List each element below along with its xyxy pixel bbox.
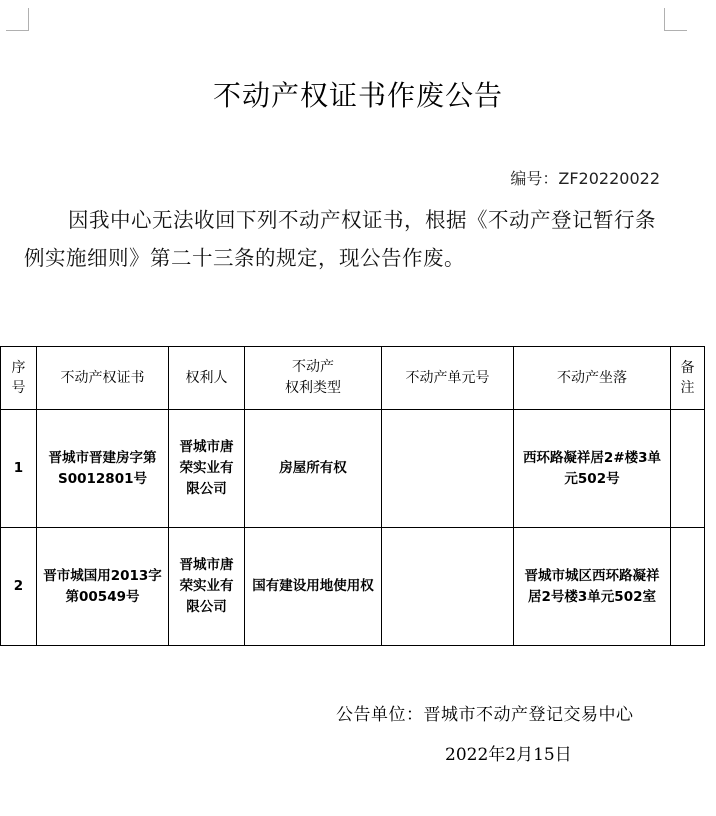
cell-seq: 2 [1, 528, 37, 646]
cell-seq: 1 [1, 410, 37, 528]
header-remark: 备 注 [671, 347, 705, 410]
page-title: 不动产权证书作废公告 [212, 79, 503, 112]
header-holder: 权利人 [169, 347, 245, 410]
header-cert: 不动产权证书 [37, 347, 169, 410]
cell-location: 西环路凝祥居2#楼3单元502号 [514, 410, 671, 528]
cell-right-type: 房屋所有权 [245, 410, 382, 528]
notice-body: 因我中心无法收回下列不动产权证书，根据《不动产登记暂行条例实施细则》第二十三条的规定，现公告作废。 [24, 208, 656, 270]
table-row [1, 528, 705, 646]
margin-corner-mark [664, 8, 687, 31]
header-seq: 序 号 [1, 347, 37, 410]
void-certificate-table [0, 346, 705, 646]
cell-cert: 晋市城国用2013字第00549号 [37, 528, 169, 646]
cell-right-type: 国有建设用地使用权 [245, 528, 382, 646]
cell-remark [671, 528, 705, 646]
table-row [1, 410, 705, 528]
issue-date: 2022年2月15日 [445, 745, 572, 765]
cell-remark [671, 410, 705, 528]
table-header-row [1, 347, 705, 410]
issuing-unit: 公告单位：晋城市不动产登记交易中心 [336, 705, 634, 725]
cell-location: 晋城市城区西环路凝祥居2号楼3单元502室 [514, 528, 671, 646]
header-right-type: 不动产 权利类型 [245, 347, 382, 410]
header-location: 不动产坐落 [514, 347, 671, 410]
cell-unit-no [382, 410, 514, 528]
cell-unit-no [382, 528, 514, 646]
serial-number: 编号：ZF20220022 [510, 169, 660, 188]
cell-cert: 晋城市晋建房字第S0012801号 [37, 410, 169, 528]
margin-corner-mark [6, 8, 29, 31]
cell-holder: 晋城市唐荣实业有限公司 [169, 528, 245, 646]
cell-holder: 晋城市唐荣实业有限公司 [169, 410, 245, 528]
header-unit-no: 不动产单元号 [382, 347, 514, 410]
